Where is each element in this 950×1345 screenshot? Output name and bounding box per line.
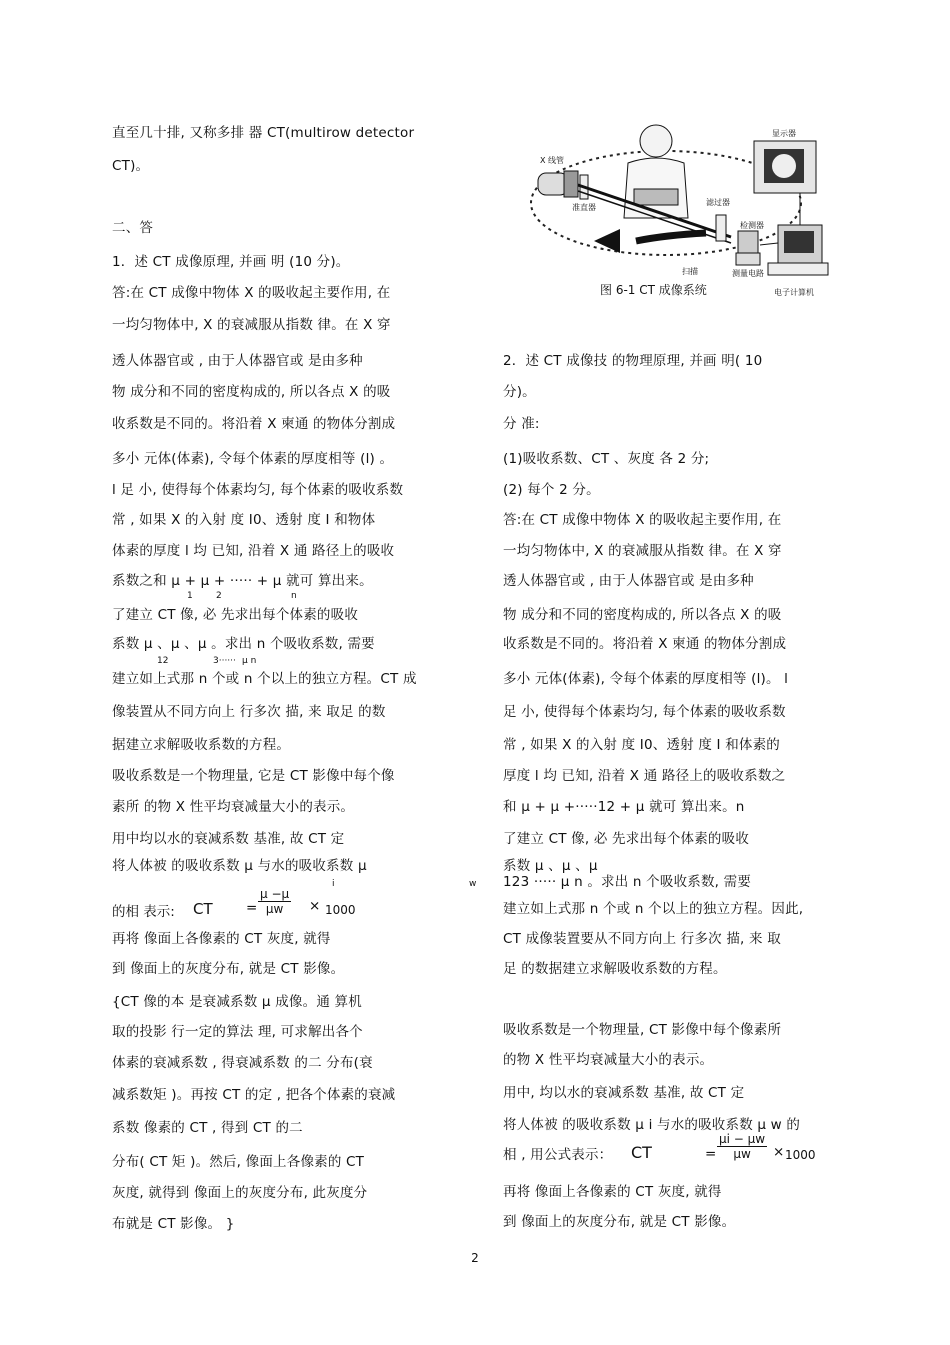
- text-line: 相 , 用公式表示：: [503, 1147, 613, 1163]
- label-filter: 滤过器: [706, 198, 730, 207]
- equation-factor: 1000: [785, 1148, 816, 1162]
- equation-denominator: μw: [733, 1147, 751, 1161]
- text-line: 分 准:: [503, 416, 540, 432]
- text-line: 据建立求解吸收系数的方程。: [112, 737, 291, 753]
- page-number: 2: [471, 1251, 479, 1265]
- text-line: 了建立 CT 像, 必 先求出每个体素的吸收: [503, 831, 750, 847]
- equation-lead: 的相 表示:: [112, 904, 175, 920]
- text-line: 答:在 CT 成像中物体 X 的吸收起主要作用, 在: [112, 285, 391, 301]
- equation-fraction: [717, 1132, 767, 1161]
- equation-denominator: μw: [265, 902, 284, 916]
- text-line: 直至几十排, 又称多排 器 CT(multirow detector: [112, 125, 415, 141]
- subscript: n: [291, 591, 297, 601]
- text-line: 常 , 如果 X 的入射 度 I0、透射 度 I 和体素的: [503, 737, 781, 753]
- text-line: 像装置从不同方向上 行多次 描, 来 取足 的数: [112, 704, 386, 720]
- subscript: 12: [157, 656, 169, 666]
- text-line: 减系数矩 )。再按 CT 的定 , 把各个体素的衰减: [112, 1087, 396, 1103]
- label-measure-circuit: 测量电路: [732, 269, 764, 278]
- text-line: 收系数是不同的。将沿着 X 柬通 的物体分割成: [503, 636, 787, 652]
- text-line: 收系数是不同的。将沿着 X 柬通 的物体分割成: [112, 416, 396, 432]
- text-line: 吸收系数是一个物理量, 它是 CT 影像中每个像: [112, 768, 395, 784]
- text-line: 常 , 如果 X 的入射 度 I0、透射 度 I 和物体: [112, 512, 376, 528]
- text-line: 用中均以水的衰减系数 基准, 故 CT 定: [112, 831, 345, 847]
- text-line: 系数 像素的 CT , 得到 CT 的二: [112, 1120, 303, 1136]
- equation-times: ×: [773, 1144, 785, 1160]
- text-line: 灰度, 就得到 像面上的灰度分布, 此灰度分: [112, 1185, 368, 1201]
- text-line: {CT 像的本 是衰减系数 μ 成像。通 算机: [112, 994, 362, 1010]
- subscript: i: [332, 879, 335, 889]
- ct-system-figure: [516, 113, 844, 301]
- section-heading: 二、答: [112, 220, 154, 236]
- equation-lhs: CT: [631, 1143, 652, 1162]
- subscript: 1: [187, 591, 193, 601]
- text-line: 将人体被 的吸收系数 μ i 与水的吸收系数 μ w 的: [503, 1117, 801, 1133]
- equation-equals: =: [705, 1146, 717, 1162]
- subscript: 2: [216, 591, 222, 601]
- text-line: CT 成像装置要从不同方向上 行多次 描, 来 取: [503, 931, 781, 947]
- text-line: 足 小, 使得每个体素均匀, 每个体素的吸收系数: [503, 704, 786, 720]
- text-line: 物 成分和不同的密度构成的, 所以各点 X 的吸: [112, 384, 391, 400]
- label-xray-tube: X 线管: [540, 156, 565, 165]
- text-line: 吸收系数是一个物理量, CT 影像中每个像素所: [503, 1022, 782, 1038]
- text-line: 再将 像面上各像素的 CT 灰度, 就得: [503, 1184, 722, 1200]
- question-title: 2．述 CT 成像技 的物理原理, 并画 明( 10: [503, 353, 763, 369]
- label-monitor: 显示器: [772, 129, 796, 138]
- text-line: 答:在 CT 成像中物体 X 的吸收起主要作用, 在: [503, 512, 782, 528]
- equation-times: ×: [309, 898, 321, 914]
- text-line: 到 像面上的灰度分布, 就是 CT 影像。: [503, 1214, 736, 1230]
- equation-numerator: μi − μw: [719, 1132, 766, 1146]
- text-line: 布就是 CT 影像。 }: [112, 1216, 235, 1232]
- text-line: 物 成分和不同的密度构成的, 所以各点 X 的吸: [503, 607, 782, 623]
- text-line: 厚度 l 均 已知, 沿着 X 通 路径上的吸收系数之: [503, 768, 786, 784]
- text-line: 系数之和 μ + μ + ····· + μ 就可 算出来。: [112, 573, 373, 589]
- text-line: 素所 的物 X 性平均衰减量大小的表示。: [112, 799, 355, 815]
- text-line: 取的投影 行一定的算法 理, 可求解出各个: [112, 1024, 363, 1040]
- text-line: 系数 μ 、μ 、μ 。求出 n 个吸收系数, 需要: [112, 636, 375, 652]
- ct-system-illustration: [516, 113, 844, 301]
- text-line: 足 的数据建立求解吸收系数的方程。: [503, 961, 727, 977]
- text-line: 系数 μ 、μ 、μ: [503, 858, 598, 874]
- label-collimator: 准直器: [572, 203, 596, 212]
- text-line: 体素的衰减系数 , 得衰减系数 的二 分布(衰: [112, 1055, 373, 1071]
- figure-caption: 图 6-1 CT 成像系统: [600, 283, 707, 297]
- text-line: 多小 元体(体素), 令每个体素的厚度相等 (l)。 l: [503, 671, 789, 687]
- text-line: 了建立 CT 像, 必 先求出每个体素的吸收: [112, 607, 359, 623]
- text-line: 透人体器官或 , 由于人体器官或 是由多种: [112, 353, 363, 369]
- equation-lhs: CT: [193, 900, 213, 918]
- text-line: (1)吸收系数、CT 、灰度 各 2 分;: [503, 451, 710, 467]
- text-line: CT)。: [112, 158, 150, 174]
- equation-factor: 1000: [325, 903, 356, 917]
- text-line: 到 像面上的灰度分布, 就是 CT 影像。: [112, 961, 345, 977]
- text-line: 的物 X 性平均衰减量大小的表示。: [503, 1052, 714, 1068]
- text-line: 再将 像面上各像素的 CT 灰度, 就得: [112, 931, 331, 947]
- label-detector: 检测器: [740, 221, 764, 230]
- subscript: w: [469, 879, 477, 889]
- label-scan: 扫描: [682, 267, 698, 276]
- text-line: 用中, 均以水的衰减系数 基准, 故 CT 定: [503, 1085, 745, 1101]
- subscript: μ n: [242, 656, 257, 666]
- text-line: l 足 小, 使得每个体素均匀, 每个体素的吸收系数: [112, 482, 404, 498]
- equation-numerator: μ −μ: [260, 887, 290, 901]
- text-line: 和 μ + μ +·····12 + μ 就可 算出来。n: [503, 799, 745, 815]
- text-line: 分布( CT 矩 )。然后, 像面上各像素的 CT: [112, 1154, 365, 1170]
- equation-fraction: [258, 887, 291, 916]
- label-computer: 电子计算机: [774, 288, 814, 297]
- text-line: (2) 每个 2 分。: [503, 482, 600, 498]
- text-line: 分)。: [503, 384, 536, 400]
- equation-equals: =: [246, 900, 258, 916]
- text-line: 一均匀物体中, X 的衰减服从指数 律。在 X 穿: [112, 317, 391, 333]
- text-line: 将人体被 的吸收系数 μ 与水的吸收系数 μ: [112, 858, 367, 874]
- subscript: 3······: [213, 656, 236, 666]
- text-line: 建立如上式那 n 个或 n 个以上的独立方程。CT 成: [112, 671, 417, 687]
- text-line: 透人体器官或 , 由于人体器官或 是由多种: [503, 573, 754, 589]
- text-line: 123 ····· μ n 。求出 n 个吸收系数, 需要: [503, 874, 752, 890]
- text-line: 多小 元体(体素), 令每个体素的厚度相等 (l) 。: [112, 451, 394, 467]
- text-line: 建立如上式那 n 个或 n 个以上的独立方程。因此,: [503, 901, 804, 917]
- text-line: 一均匀物体中, X 的衰减服从指数 律。在 X 穿: [503, 543, 782, 559]
- text-line: 体素的厚度 l 均 已知, 沿着 X 通 路径上的吸收: [112, 543, 395, 559]
- question-title: 1．述 CT 成像原理, 并画 明 (10 分)。: [112, 254, 350, 270]
